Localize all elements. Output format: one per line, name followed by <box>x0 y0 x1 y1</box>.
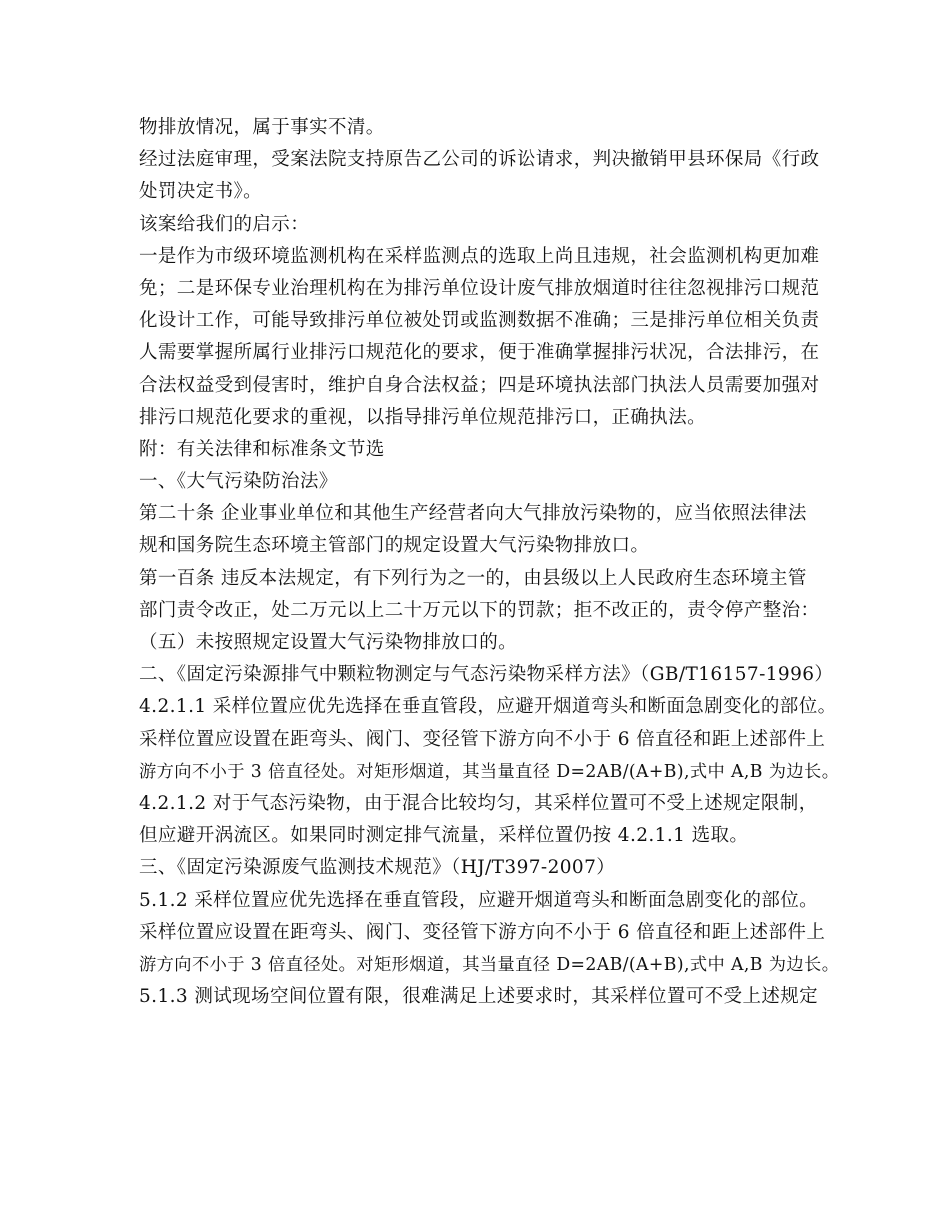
text-line: 人需要掌握所属行业排污口规范化的要求，便于准确掌握排污状况，合法排污，在 <box>139 342 820 364</box>
appendix-heading: 附：有关法律和标准条文节选 <box>139 438 385 460</box>
text-line: 采样位置应设置在距弯头、阀门、变径管下游方向不小于 6 倍直径和距上述部件上 <box>139 921 826 943</box>
text-line: 部门责令改正，处二万元以上二十万元以下的罚款；拒不改正的，责令停产整治： <box>139 599 820 621</box>
text-line: 该案给我们的启示： <box>139 213 310 235</box>
text-line: 4.2.1.1 采样位置应优先选择在垂直管段，应避开烟道弯头和断面急剧变化的部位。 <box>139 696 837 718</box>
text-line: 规和国务院生态环境主管部门的规定设置大气污染物排放口。 <box>139 535 650 557</box>
text-line: 游方向不小于 3 倍直径处。对矩形烟道，其当量直径 D=2AB/(A+B),式中 A,B 为边长。 <box>139 954 840 975</box>
text-line: 免；二是环保专业治理机构在为排污单位设计废气排放烟道时往往忽视排污口规范 <box>139 277 820 299</box>
text-line: 合法权益受到侵害时，维护自身合法权益；四是环境执法部门执法人员需要加强对 <box>139 374 820 396</box>
text-line: 化设计工作，可能导致排污单位被处罚或监测数据不准确；三是排污单位相关负责 <box>139 310 820 332</box>
text-line: 第二十条 企业事业单位和其他生产经营者向大气排放污染物的，应当依照法律法 <box>139 503 807 525</box>
text-line: 一是作为市级环境监测机构在采样监测点的选取上尚且违规，社会监测机构更加难 <box>139 245 820 267</box>
text-line: 第一百条 违反本法规定，有下列行为之一的，由县级以上人民政府生态环境主管 <box>139 567 807 589</box>
text-line: 采样位置应设置在距弯头、阀门、变径管下游方向不小于 6 倍直径和距上述部件上 <box>139 728 826 750</box>
text-line: 但应避开涡流区。如果同时测定排气流量，采样位置仍按 4.2.1.1 选取。 <box>139 825 749 847</box>
text-line: 经过法庭审理，受案法院支持原告乙公司的诉讼请求，判决撤销甲县环保局《行政 <box>139 149 820 171</box>
text-line: 5.1.3 测试现场空间位置有限，很难满足上述要求时，其采样位置可不受上述规定 <box>139 986 819 1008</box>
document-body <box>139 112 839 1013</box>
section-heading: 三、《固定污染源废气监测技术规范》（HJ/T397-2007） <box>139 857 616 879</box>
text-line: 游方向不小于 3 倍直径处。对矩形烟道，其当量直径 D=2AB/(A+B),式中 A,B 为边长。 <box>139 761 840 782</box>
text-line: 处罚决定书》。 <box>139 181 263 203</box>
section-heading: 二、《固定污染源排气中颗粒物测定与气态污染物采样方法》（GB/T16157-1996） <box>139 664 834 686</box>
text-line: 4.2.1.2 对于气态污染物，由于混合比较均匀，其采样位置可不受上述规定限制， <box>139 792 818 814</box>
text-line: 5.1.2 采样位置应优先选择在垂直管段，应避开烟道弯头和断面急剧变化的部位。 <box>139 889 819 911</box>
section-heading: 一、《大气污染防治法》 <box>139 471 338 493</box>
text-line: 排污口规范化要求的重视，以指导排污单位规范排污口，正确执法。 <box>139 406 707 428</box>
text-line: 物排放情况，属于事实不清。 <box>139 117 385 138</box>
text-line: （五）未按照规定设置大气污染物排放口的。 <box>139 632 518 653</box>
